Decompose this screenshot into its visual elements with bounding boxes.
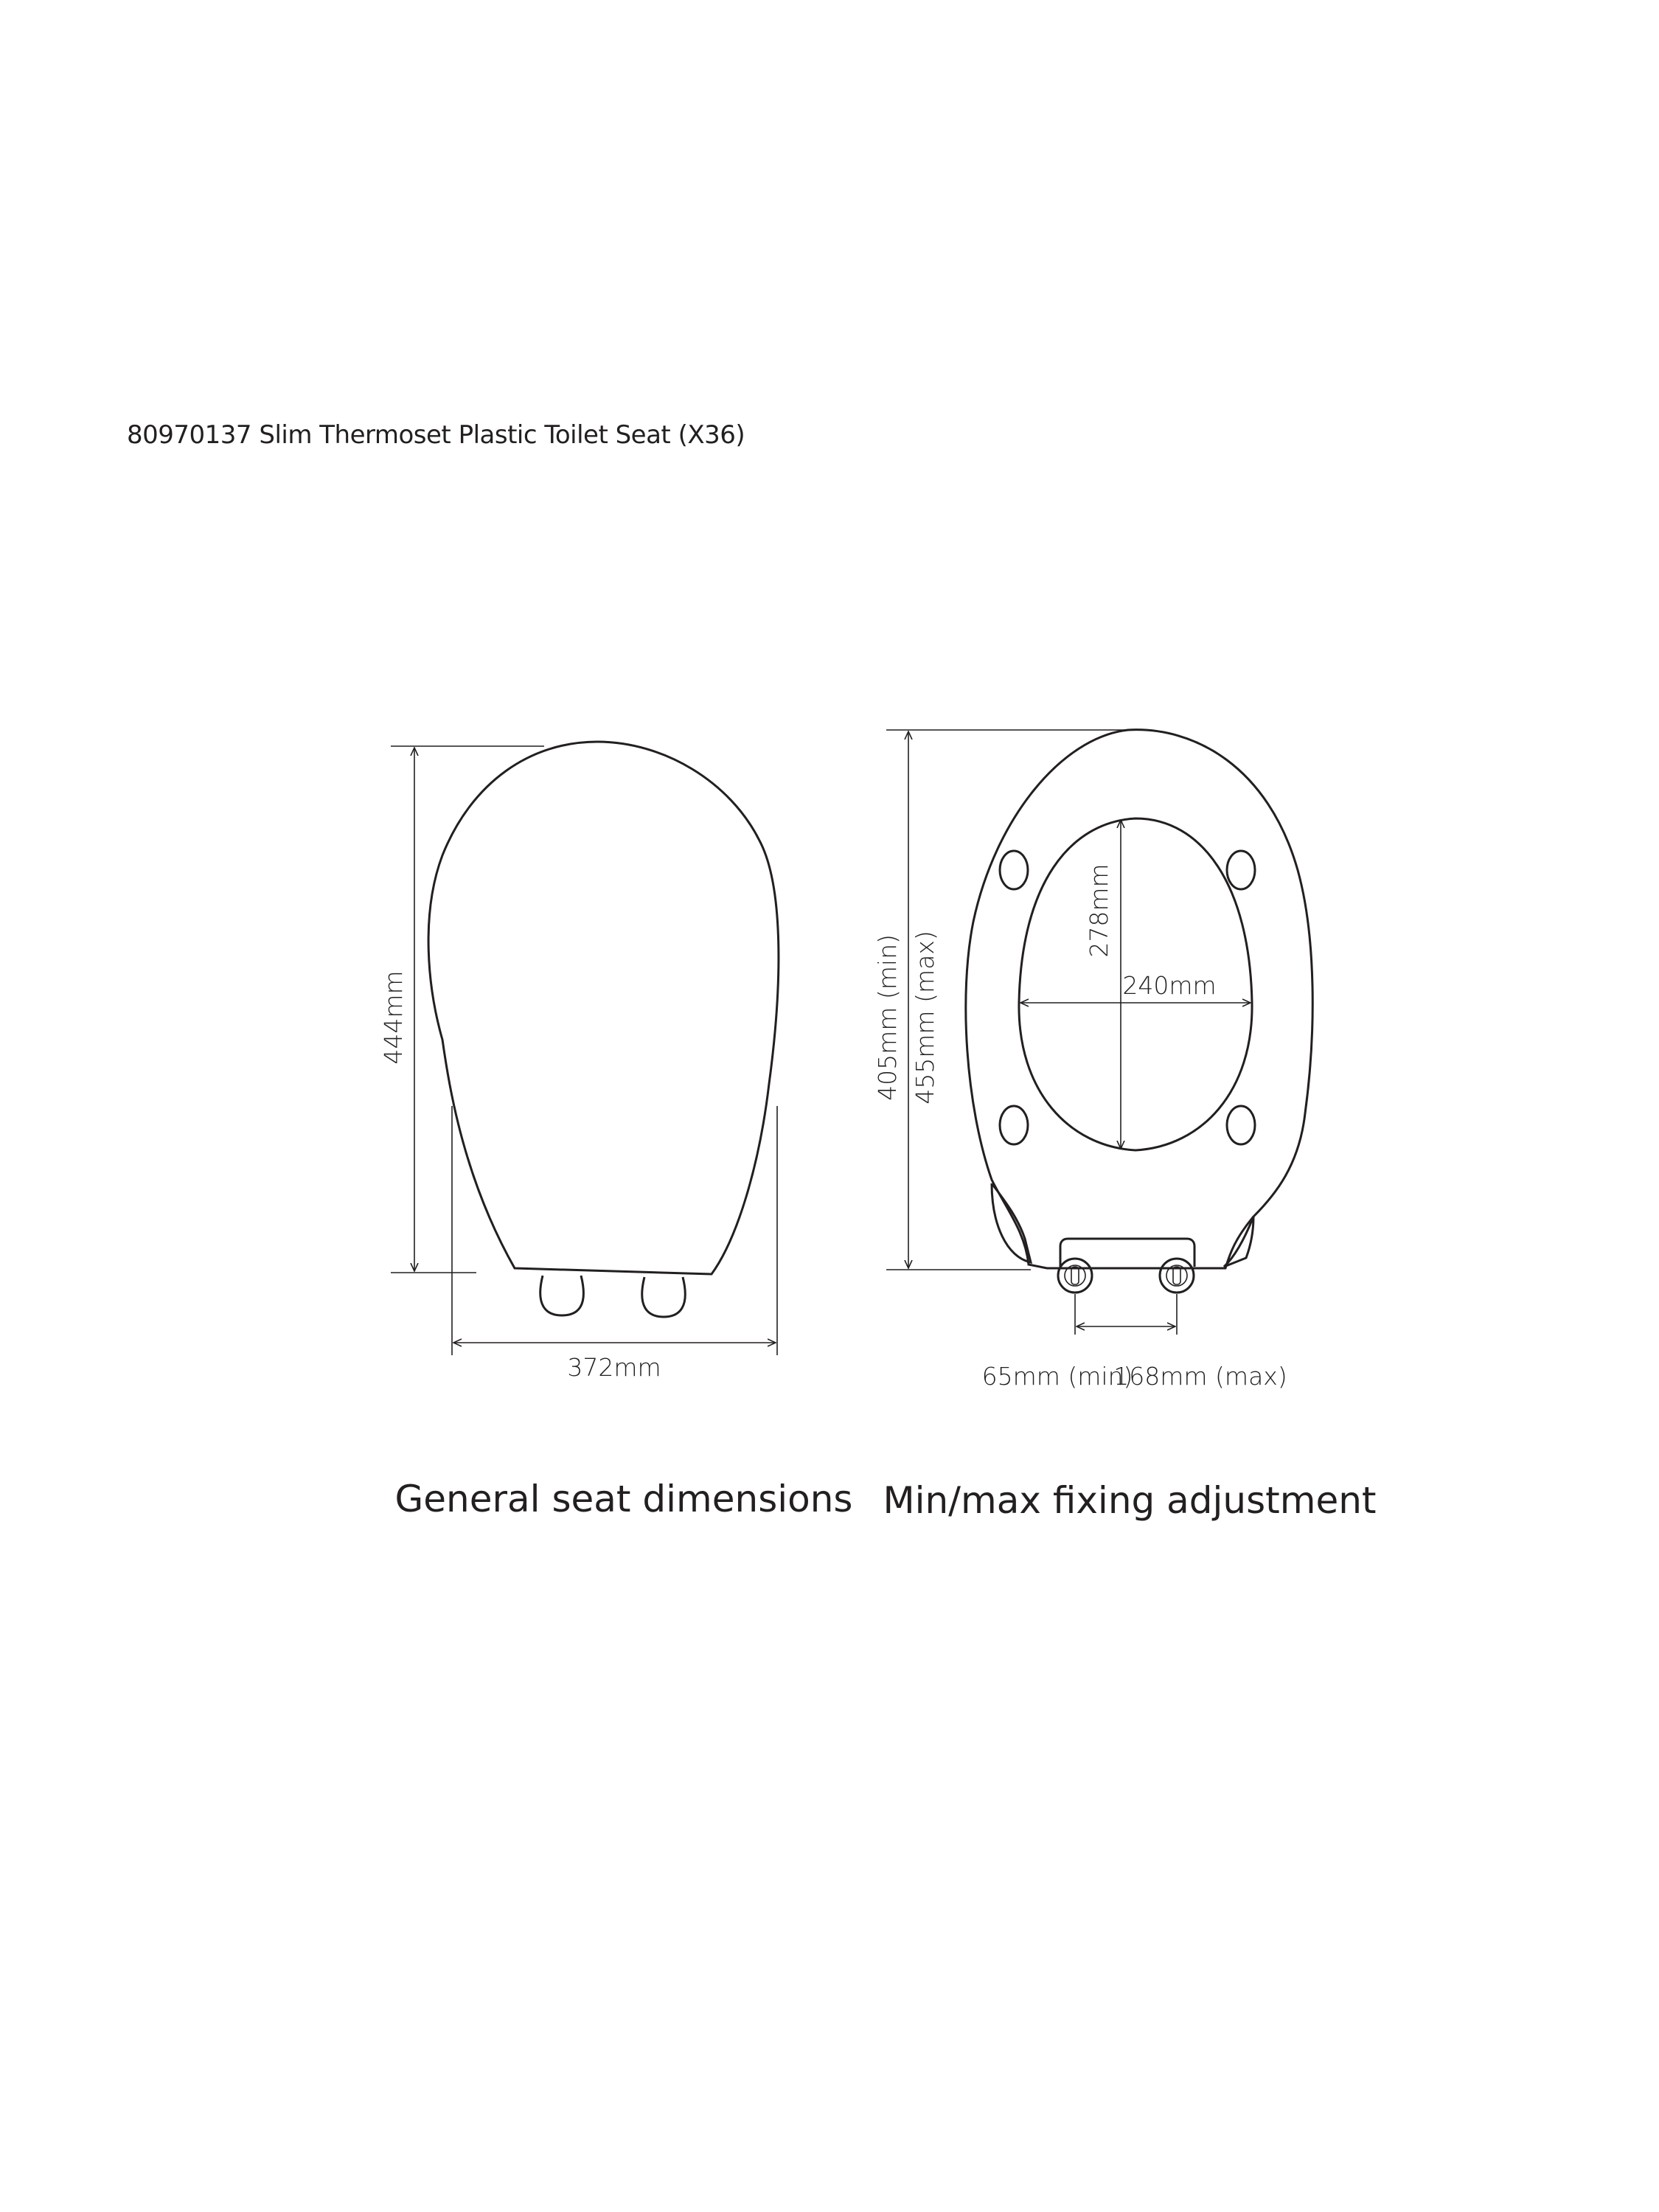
buffer-hole-bottom-left xyxy=(1000,1106,1028,1144)
fixing-adjustment-figure xyxy=(873,730,1377,1522)
buffer-hole-top-left xyxy=(1000,851,1028,889)
opening-height-label: 278mm xyxy=(1085,863,1113,958)
ring-height-max-label: 455mm (max) xyxy=(911,931,939,1105)
seat-lid-outline xyxy=(428,742,779,1274)
fixing-max-label: 168mm (max) xyxy=(1113,1362,1287,1391)
opening-width-label: 240mm xyxy=(1122,971,1217,1000)
fixing-min-label: 65mm (min) xyxy=(981,1362,1133,1391)
general-figure-caption: General seat dimensions xyxy=(394,1478,853,1520)
general-seat-figure xyxy=(379,742,852,1520)
hinge-bump-left xyxy=(540,1276,584,1315)
ring-height-min-label: 405mm (min) xyxy=(873,934,902,1101)
width-dimension-label: 372mm xyxy=(567,1353,661,1382)
document-title: 80970137 Slim Thermoset Plastic Toilet Seat (X36) xyxy=(127,420,745,450)
buffer-hole-top-right xyxy=(1227,851,1255,889)
height-dimension-label: 444mm xyxy=(379,970,408,1065)
hinge-bump-right xyxy=(642,1277,686,1317)
buffer-hole-bottom-right xyxy=(1227,1106,1255,1144)
fixing-bolt-right xyxy=(1160,1259,1194,1293)
fixing-bolt-left xyxy=(1058,1259,1092,1293)
fixing-figure-caption: Min/max fixing adjustment xyxy=(883,1479,1377,1522)
hinge-plate xyxy=(1060,1239,1194,1267)
